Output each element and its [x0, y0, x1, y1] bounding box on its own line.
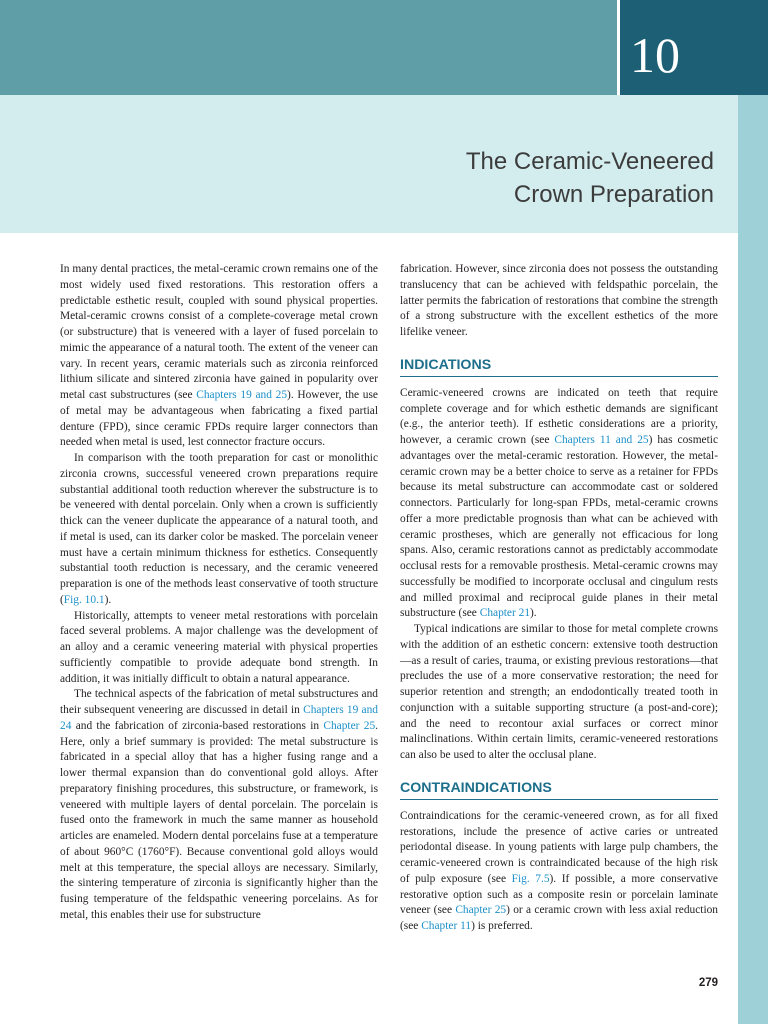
chapter-link[interactable]: Chapters 19 and 24 [60, 704, 379, 732]
paragraph: In comparison with the tooth preparation for cast or monolithic zirconia crowns, successful veneered crown preparations require substantial additional tooth reduction wherever the substructure is to be veneered with dental porcelain. Only when a crown is sufficiently thick can the veneer duplicate the appearance of a natural tooth, and if metal is used, can its darker color be masked. The porcelain veneer must have a certain minimum thickness for esthetics. Consequently substantial tooth reduction is necessary, and the ceramic veneered preparation is one of the methods least conservative of tooth structure (Fig. 10.1). [60, 452, 378, 606]
paragraph: Historically, attempts to veneer metal restorations with porcelain faced several problems. A major challenge was the development of an alloy and a ceramic veneering material with physical properties sufficiently compatible to provide adequate bond strength. In addition, it was initially difficult to obtain a natural appearance. [60, 609, 378, 685]
section-heading-indications: INDICATIONS [400, 355, 718, 377]
paragraph: fabrication. However, since zirconia does not possess the outstanding translucency that can be achieved with feldspathic porcelain, the latter permits the fabrication of restorations that combine the strength of a strong substructure with the excellent esthetics of the more lifelike veneer. [400, 263, 718, 338]
side-strip [738, 95, 768, 1024]
left-column [60, 262, 378, 924]
page-number: 279 [698, 977, 718, 989]
chapter-link[interactable]: Chapter 11 [421, 920, 472, 932]
chapter-link[interactable]: Chapters 19 and 25 [196, 389, 288, 401]
chapter-title-line-2: Crown Preparation [513, 181, 714, 208]
header-band [0, 0, 768, 95]
chapter-link[interactable]: Chapters 11 and 25 [554, 434, 649, 446]
paragraph: Contraindications for the ceramic-veneered crown, as for all fixed restorations, include the presence of active caries or untreated periodontal disease. In young patients with large pulp chambers, the ceramic-veneered crown is contraindicated because of the high risk of pulp exposure (see Fig. 7.5). If possible, a more conservative restorative option such as a composite resin or porcelain laminate veneer (see Chapter 25) or a ceramic crown with less axial reduction (see Chapter 11) is preferred. [400, 809, 718, 932]
chapter-number-box [617, 0, 768, 95]
figure-link[interactable]: Fig. 7.5 [511, 872, 550, 885]
section-heading-contraindications: CONTRAINDICATIONS [400, 778, 718, 800]
chapter-link[interactable]: Chapter 25 [323, 719, 376, 732]
chapter-title [466, 145, 714, 211]
paragraph: The technical aspects of the fabrication of metal substructures and their subsequent veneering are discussed in detail in Chapters 19 and 24 and the fabrication of zirconia-based restorations in Chapter 25. Here, only a brief summary is provided: The metal substructure is fabricated in a special alloy that has a higher fusing range and a lower thermal expansion than do conventional gold alloys. After preparatory finishing procedures, this substructure, or framework, is veneered with multiple layers of dental porcelain. The porcelain is fused onto the framework in much the same manner as household articles are enameled. Modern dental porcelains fuse at a temperature of about 960°C (1760°F). Because conventional gold alloys would melt at this temperature, the special alloys are necessary. Similarly, the sintering temperature of zirconia is significantly higher than the fusing temperature of the feldspathic veneering porcelains. As for metal, this enables their use for substructure [60, 688, 379, 921]
chapter-number: 10 [630, 27, 680, 83]
chapter-title-line-1: The Ceramic-Veneered [465, 148, 714, 175]
title-band [0, 95, 738, 233]
paragraph: Typical indications are similar to those for metal complete crowns with the addition of an esthetic concern: extensive tooth destruction—as a result of caries, trauma, or existing previous restorations—that precludes the use of a more conservative restoration; the need for superior retention and strength; an endodontically treated tooth in conjunction with a suitable supporting structure (a post-and-core); and the need to recontour axial surfaces or correct minor malinclinations. Within certain limits, ceramic-veneered restorations can also be used to alter the occlusal plane. [400, 623, 718, 761]
figure-link[interactable]: Fig. 10.1 [63, 593, 105, 606]
right-column [400, 262, 718, 935]
chapter-link[interactable]: Chapter 25 [455, 904, 507, 917]
chapter-link[interactable]: Chapter 21 [479, 607, 531, 620]
paragraph: Ceramic-veneered crowns are indicated on teeth that require complete coverage and for which esthetic demands are significant (e.g., the anterior teeth). If esthetic considerations are a priority, however, a ceramic crown (see Chapters 11 and 25) has cosmetic advantages over the metal-ceramic restoration. However, the metal-ceramic crown may be a better choice to serve as a retainer for FPDs because its metal substructure can accommodate cast or soldered connectors. Particularly for long-span FPDs, metal-ceramic crowns offer a more predictable prognosis than what can be achieved with ceramic prostheses, which are generally not efficacious for long spans. Also, ceramic restorations cannot as predictably accommodate occlusal rests for a removable prosthesis. Metal-ceramic crowns may successfully be modified to incorporate occlusal and cingulum rests and milled proximal and reciprocal guide planes in their metal substructure (see Chapter 21). [400, 386, 718, 620]
paragraph: In many dental practices, the metal-ceramic crown remains one of the most widely used fixed restorations. This restoration offers a predictable esthetic result, coupled with sound physical properties. Metal-ceramic crowns consist of a complete-coverage metal crown (or substructure) that is veneered with a layer of fused porcelain to mimic the appearance of a natural tooth. The extent of the veneer can vary. In recent years, ceramic materials such as zirconia reinforced lithium silicate and sintered zirconia have gained in popularity over metal cast substructures (see Chapters 19 and 25). However, the use of metal may be advantageous when fabricating a fixed partial denture (FPD), since ceramic FPDs require larger connectors than needed when metal is used, lest connector fracture occurs. [60, 263, 378, 449]
